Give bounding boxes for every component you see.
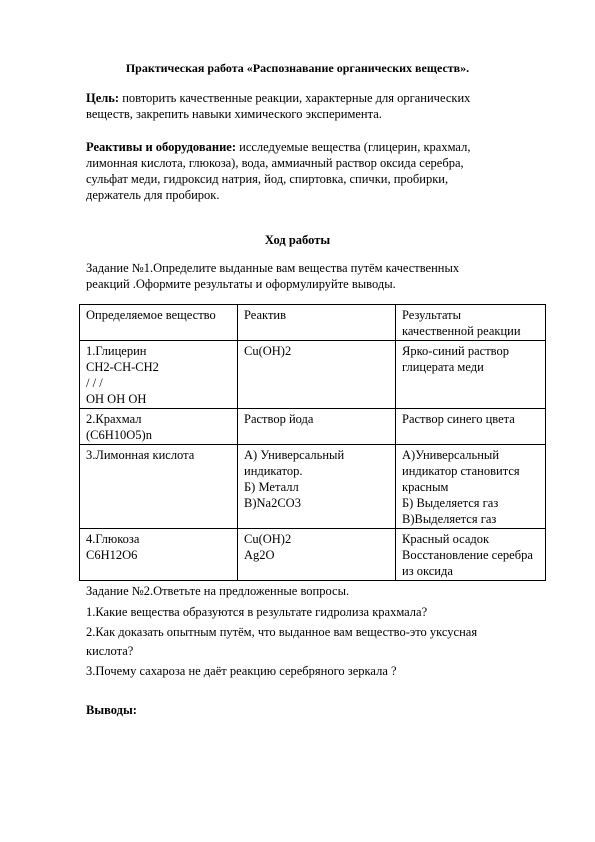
result-cell-line: красным [402,480,449,494]
question-3 [86,663,397,679]
table-header-row [80,305,546,341]
result-cell [396,445,546,529]
substance-cell-line: 4.Глюкоза [86,532,140,546]
header-result-line: Результаты [402,308,462,322]
substance-cell-line: (C6H10O5)n [86,428,152,442]
reagents-text-line-4: держатель для пробирок. [86,188,220,202]
reagent-cell-line: В)Na2CO3 [244,496,301,510]
table-row [80,445,546,529]
reagent-cell-line: Ag2O [244,548,275,562]
goal-text-line-1: повторить качественные реакции, характерные для органических [119,91,471,105]
result-cell-line: Ярко-синий раствор [402,344,509,358]
task1-line-1: Задание №1.Определите выданные вам вещества путём качественных [86,261,460,275]
substance-cell [80,445,238,529]
header-reagent-line: Реактив [244,308,286,322]
result-cell-line: индикатор становится [402,464,520,478]
header-result [396,305,546,341]
substance-cell-line: CH2-CH-CH2 [86,360,159,374]
result-cell-line: А)Универсальный [402,448,500,462]
header-reagent [238,305,396,341]
task1-paragraph [86,260,459,292]
result-cell [396,409,546,445]
question-1-line-1: 1.Какие вещества образуются в результате гидролиза крахмала? [86,605,428,619]
reagent-cell-line: Cu(OH)2 [244,344,292,358]
reagent-cell [238,529,396,581]
task1-line-2: реакций .Оформите результаты и оформулируйте выводы. [86,277,396,291]
header-result-line: качественной реакции [402,324,521,338]
reagents-paragraph [86,139,470,203]
results-table [79,304,546,581]
reagent-cell-line: А) Универсальный [244,448,345,462]
result-cell-line: Восстановление серебра [402,548,533,562]
table-row [80,341,546,409]
reagents-text-line-1: исследуемые вещества (глицерин, крахмал, [236,140,471,154]
reagents-text-line-3: сульфат меди, гидроксид натрия, йод, спиртовка, спички, пробирки, [86,172,449,186]
reagents-text-line-2: лимонная кислота, глюкоза), вода, аммиачный раствор оксида серебра, [86,156,464,170]
substance-cell-line: 2.Крахмал [86,412,142,426]
reagent-cell-line: индикатор. [244,464,303,478]
table-row [80,529,546,581]
substance-cell [80,409,238,445]
result-cell-line: Красный осадок [402,532,490,546]
result-cell-line: Б) Выделяется газ [402,496,499,510]
header-substance-line: Определяемое вещество [86,308,216,322]
result-cell-line: В)Выделяется газ [402,512,497,526]
task2-heading: Задание №2.Ответьте на предложенные вопросы. [86,584,350,598]
substance-cell-line: 1.Глицерин [86,344,147,358]
conclusions-label: Выводы: [86,703,137,717]
goal-text-line-2: веществ, закрепить навыки химического эксперимента. [86,107,382,121]
reagent-cell [238,445,396,529]
question-2-line-2: кислота? [86,644,134,658]
table-row [80,409,546,445]
question-2-line-1: 2.Как доказать опытным путём, что выданное вам вещество-это уксусная [86,625,478,639]
substance-cell [80,341,238,409]
header-substance [80,305,238,341]
reagents-label: Реактивы и оборудование: [86,140,236,154]
result-cell-line: из оксида [402,564,453,578]
substance-cell [80,529,238,581]
substance-cell-line: C6H12O6 [86,548,138,562]
substance-cell-line: OH OH OH [86,392,147,406]
goal-paragraph [86,90,470,122]
progress-heading: Ход работы [264,233,331,247]
substance-cell-line: 3.Лимонная кислота [86,448,195,462]
results-table-body [80,305,546,581]
result-cell-line: глицерата меди [402,360,484,374]
reagent-cell-line: Б) Металл [244,480,299,494]
reagent-cell-line: Cu(OH)2 [244,532,292,546]
question-3-line-1: 3.Почему сахароза не даёт реакцию серебряного зеркала ? [86,664,397,678]
result-cell [396,529,546,581]
result-cell [396,341,546,409]
reagent-cell [238,341,396,409]
goal-label: Цель: [86,91,120,105]
substance-cell-line: / / / [86,376,103,390]
document-title: Практическая работа «Распознавание органических веществ». [125,61,470,75]
question-2 [86,624,477,659]
question-1 [86,604,427,620]
reagent-cell-line: Раствор йода [244,412,314,426]
result-cell-line: Раствор синего цвета [402,412,515,426]
reagent-cell [238,409,396,445]
